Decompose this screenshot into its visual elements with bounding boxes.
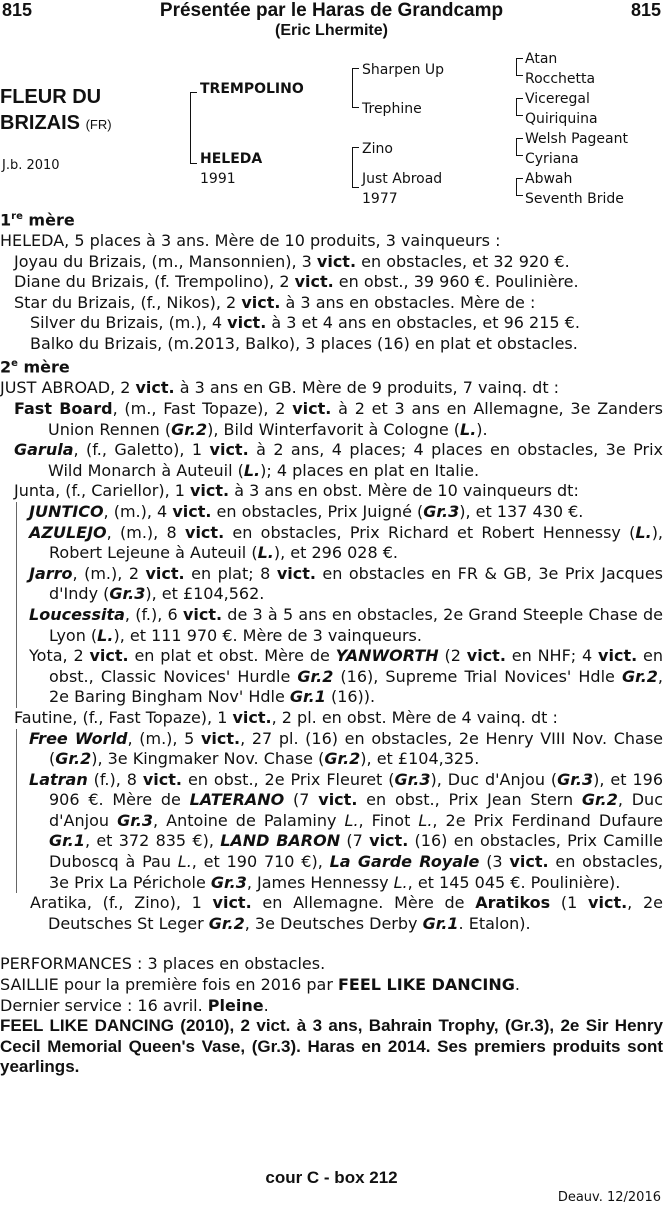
bracket-g4-3 — [516, 138, 517, 156]
g4-ancestor: Cyriana — [525, 151, 579, 167]
bracket-g4-1 — [516, 58, 517, 76]
produce-line: Joyau du Brizais, (m., Mansonnien), 3 vict. en obstacles, et 32 920 €. — [14, 251, 570, 271]
stallion-info: FEEL LIKE DANCING (2010), 2 vict. à 3 ans, Bahrain Trophy, (Gr.3), 2e Sir Henry Cecil Memorial Queen's Vase, (Gr.3). Haras en 2014. Ses premiers produits sont yearlings. — [0, 1016, 663, 1077]
bracket-g4-4 — [516, 178, 517, 196]
horse-name — [0, 84, 112, 138]
produce-entry: Jarro, (m.), 2 vict. en plat; 8 vict. en obstacles en FR & GB, 3e Prix Jacques d'Indy (Gr.3), et £104,562. — [29, 563, 663, 604]
dam-dam: Just Abroad — [362, 171, 443, 187]
dam-year: 1991 — [200, 171, 236, 187]
produce-entry: Free World, (m.), 5 vict., 27 pl. (16) en obstacles, 2e Henry VIII Nov. Chase (Gr.2), 3e Kingmaker Nov. Chase (Gr.2), et £104,325. — [29, 728, 663, 769]
g4-ancestor: Seventh Bride — [525, 191, 624, 207]
produce-line: Diane du Brizais, (f. Trempolino), 2 vict. en obst., 39 960 €. Poulinière. — [14, 272, 579, 292]
fautine-produce-block — [16, 729, 663, 894]
g4-ancestor: Welsh Pageant — [525, 131, 628, 147]
sire-dam: Trephine — [362, 101, 422, 117]
produce-entry: Aratika, (f., Zino), 1 vict. en Allemagne. Mère de Aratikos (1 vict., 2e Deutsches St Leger Gr.2, 3e Deutsches Derby Gr.1. Etalon). — [30, 893, 663, 933]
dam-dam-year: 1977 — [362, 191, 398, 207]
first-dam-intro: HELEDA, 5 places à 3 ans. Mère de 10 produits, 3 vainqueurs : — [0, 230, 501, 250]
bracket-g4-2 — [516, 98, 517, 116]
produce-line: Star du Brizais, (f., Nikos), 2 vict. à 3 ans en obstacles. Mère de : — [14, 292, 536, 312]
sire-sire: Sharpen Up — [362, 62, 445, 78]
produce-entry: Loucessita, (f.), 6 vict. de 3 à 5 ans en obstacles, 2e Grand Steeple Chase de Lyon (L.), et 111 970 €. Mère de 3 vainqueurs. — [29, 604, 663, 645]
produce-entry: Fautine, (f., Fast Topaze), 1 vict., 2 pl. en obst. Mère de 4 vainq. dt : — [14, 707, 558, 727]
bracket-sire — [352, 68, 353, 108]
first-dam-heading: 1re mère — [0, 210, 75, 230]
produce-entry: Yota, 2 vict. en plat et obst. Mère de YANWORTH (2 vict. en NHF; 4 vict. en obst., Classic Novices' Hurdle Gr.2 (16), Supreme Trial Novices' Hdle Gr.2, 2e Baring Bingham Nov' Hdle Gr.1 (16)). — [29, 646, 663, 707]
consignor-agent: (Eric Lhermite) — [275, 22, 388, 39]
g4-ancestor: Atan — [525, 51, 558, 67]
produce-entry: Fast Board, (m., Fast Topaze), 2 vict. à 2 et 3 ans en Allemagne, 3e Zanders Union Rennen (Gr.2), Bild Winterfavorit à Cologne (L.). — [14, 399, 663, 439]
second-dam-heading: 2e mère — [0, 357, 70, 377]
bracket-parents — [190, 92, 191, 164]
service-line: Dernier service : 16 avril. Pleine. — [0, 995, 269, 1015]
g4-ancestor: Rocchetta — [525, 71, 596, 87]
saillie-line: SAILLIE pour la première fois en 2016 par FEEL LIKE DANCING. — [0, 975, 520, 995]
lot-number-right: 815 — [630, 0, 661, 20]
performances-line: PERFORMANCES : 3 places en obstacles. — [0, 954, 326, 974]
produce-entry: Garula, (f., Galetto), 1 vict. à 2 ans, 4 places; 4 places en obstacles, 3e Prix Wild Monarch à Auteuil (L.); 4 places en plat en Italie. — [14, 440, 663, 480]
consignor-title: Présentée par le Haras de Grandcamp — [159, 0, 504, 21]
box-location: cour C - box 212 — [265, 1168, 398, 1187]
bracket-dam — [352, 147, 353, 188]
horse-birth: J.b. 2010 — [2, 158, 60, 173]
second-dam-intro: JUST ABROAD, 2 vict. à 3 ans en GB. Mère de 9 produits, 7 vainq. dt : — [0, 378, 560, 398]
horse-country: (FR) — [85, 117, 112, 132]
dam-name: HELEDA — [200, 151, 263, 167]
g4-ancestor: Viceregal — [525, 91, 590, 107]
produce-entry: Junta, (f., Cariellor), 1 vict. à 3 ans en obst. Mère de 10 vainqueurs dt: — [14, 481, 579, 501]
produce-line: Silver du Brizais, (m.), 4 vict. à 3 et 4 ans en obstacles, et 96 215 €. — [30, 313, 580, 333]
g4-ancestor: Quiriquina — [525, 111, 598, 127]
horse-name-line1: FLEUR DU — [0, 86, 102, 108]
junta-produce-block — [16, 502, 663, 708]
produce-entry: JUNTICO, (m.), 4 vict. en obstacles, Prix Juigné (Gr.3), et 137 430 €. — [29, 501, 584, 521]
dam-sire: Zino — [362, 141, 393, 157]
produce-entry: Latran (f.), 8 vict. en obst., 2e Prix Fleuret (Gr.3), Duc d'Anjou (Gr.3), et 196 906 €. Mère de LATERANO (7 vict. en obst., Prix Jean Stern Gr.2, Duc d'Anjou Gr.3, Antoine de Palaminy L., Finot L., 2e Prix Ferdinand Dufaure Gr.1, et 372 835 €), LAND BARON (7 vict. (16) en obstacles, Prix Camille Duboscq à Pau L., et 190 710 €), La Garde Royale (3 vict. en obstacles, 3e Prix La Périchole Gr.3, James Hennessy L., et 145 045 €. Poulinière). — [29, 769, 663, 892]
catalogue-header — [0, 0, 663, 44]
horse-name-line2: BRIZAIS — [0, 112, 80, 134]
produce-line: Balko du Brizais, (m.2013, Balko), 3 places (16) en plat et obstacles. — [30, 333, 578, 353]
g4-ancestor: Abwah — [525, 171, 573, 187]
produce-entry: AZULEJO, (m.), 8 vict. en obstacles, Prix Richard et Robert Hennessy (L.), Robert Lejeune à Auteuil (L.), et 296 028 €. — [29, 522, 663, 563]
pedigree-table — [0, 48, 663, 212]
lot-number-left: 815 — [2, 0, 33, 20]
sire-name: TREMPOLINO — [200, 81, 304, 97]
catalogue-body — [0, 207, 663, 1078]
sale-dateline: Deauv. 12/2016 — [557, 1190, 661, 1205]
